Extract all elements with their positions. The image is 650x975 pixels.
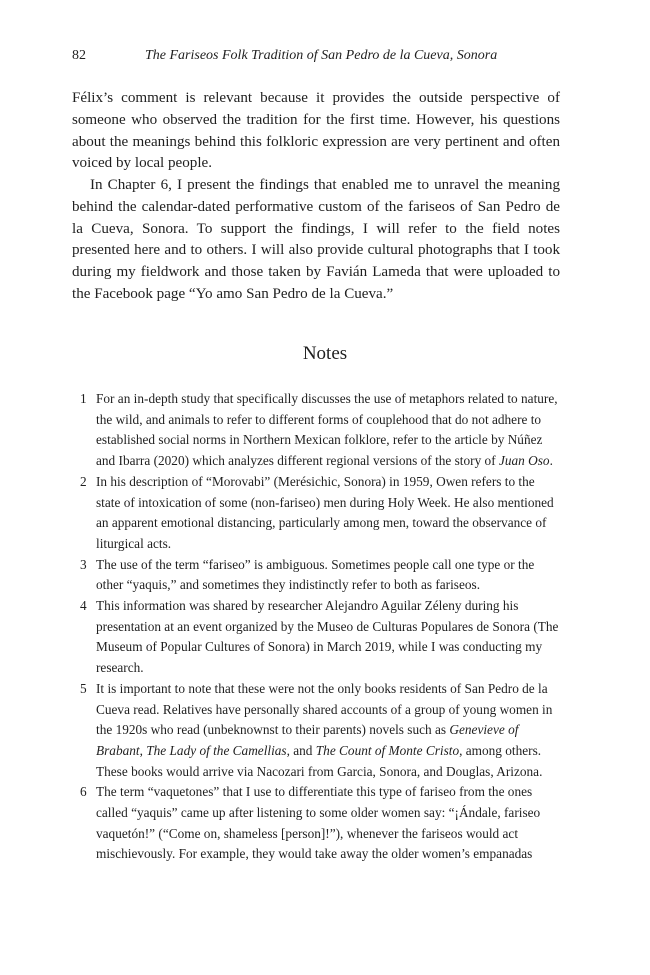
notes-heading: Notes <box>302 343 348 364</box>
note-text <box>96 681 552 779</box>
note-text: The term “vaquetones” that I use to differentiate this type of fariseo from the ones called “yaquis” came up after listening to some older women say: “¡Ándale, fariseo vaquetón!” (“Come on, shameless [person]!”), whenever the fariseos would act mischievously. For example, they would take away the older women’s empanadas <box>96 784 541 862</box>
note-number: 4 <box>80 598 87 614</box>
note-1 <box>80 389 561 472</box>
note-number: 1 <box>80 391 87 406</box>
note-1-title-italic: Juan Oso <box>498 453 550 469</box>
body-text <box>72 88 560 306</box>
page-number: 82 <box>72 48 86 63</box>
note-text: The use of the term “fariseo” is ambiguous. Sometimes people call one type or the other “yaquis,” and sometimes they indistinctly refer to both as fariseos. <box>96 556 535 593</box>
note-text: This information was shared by researcher Alejandro Aguilar Zéleny during his presentation at an event organized by the Museo de Culturas Populares de Sonora (The Museum of Popular Cultures of Sonora) in March 2019, while I was conducting my research. <box>96 598 559 676</box>
note-5-title-1-italic: Genevieve of Brabant <box>96 722 519 758</box>
note-5 <box>80 679 561 783</box>
note-2 <box>80 472 561 555</box>
note-text: In his description of “Morovabi” (Merésichic, Sonora) in 1959, Owen refers to the state of intoxication of some (non-fariseo) men during Holy Week. He also mentioned an apparent emotional distancing, particularly among men, toward the observance of liturgical acts. <box>96 473 554 551</box>
note-number: 3 <box>80 556 87 572</box>
note-4 <box>80 596 561 679</box>
running-head: The Fariseos Folk Tradition of San Pedro de la Cueva, Sonora <box>145 48 498 63</box>
body-paragraph-2: In Chapter 6, I present the findings that enabled me to unravel the meaning behind the calendar-dated performative custom of the fariseos of San Pedro de la Cueva, Sonora. To support the findings, I will refer to the field notes presented here and to others. I will also provide cultural photographs that I took during my fieldwork and those taken by Favián Lameda that were uploaded to the Facebook page “Yo amo San Pedro de la Cueva.” <box>72 177 560 302</box>
note-1-text-end: . <box>549 453 553 469</box>
note-5-text: It is important to note that these were not the only books residents of San Pedro de la Cueva read. Relatives have personally shared accounts of a group of young women in the 1920s who read (unbeknownst to their parents) novels such as <box>96 680 553 738</box>
note-number: 5 <box>80 680 87 696</box>
note-5-separator: , <box>139 742 147 758</box>
note-5-separator: , and <box>286 742 316 758</box>
body-paragraph-1: Félix’s comment is relevant because it provides the outside perspective of someone who observed the tradition for the first time. However, his questions about the meanings behind this folkloric expression are very pertinent and often voiced by local people. <box>72 90 560 172</box>
note-number: 6 <box>80 784 87 800</box>
note-1-text: For an in-depth study that specifically discusses the use of metaphors related to nature, the wild, and animals to refer to different forms of couplehood that do not adhere to established social norms in Northern Mexican folklore, refer to the article by Núñez and Ibarra (2020) which analyzes different regional versions of the story of <box>96 391 558 469</box>
note-5-text-end: , among others. These books would arrive via Nacozari from Garcia, Sonora, and Douglas, Arizona. <box>96 742 543 779</box>
note-5-title-2-italic: The Lady of the Camellias <box>146 742 287 758</box>
notes-list <box>80 389 561 865</box>
note-6 <box>80 782 561 865</box>
note-3 <box>80 555 561 596</box>
note-number: 2 <box>80 473 87 489</box>
note-5-title-3-italic: The Count of Monte Cristo <box>315 742 460 758</box>
note-text <box>96 391 558 468</box>
